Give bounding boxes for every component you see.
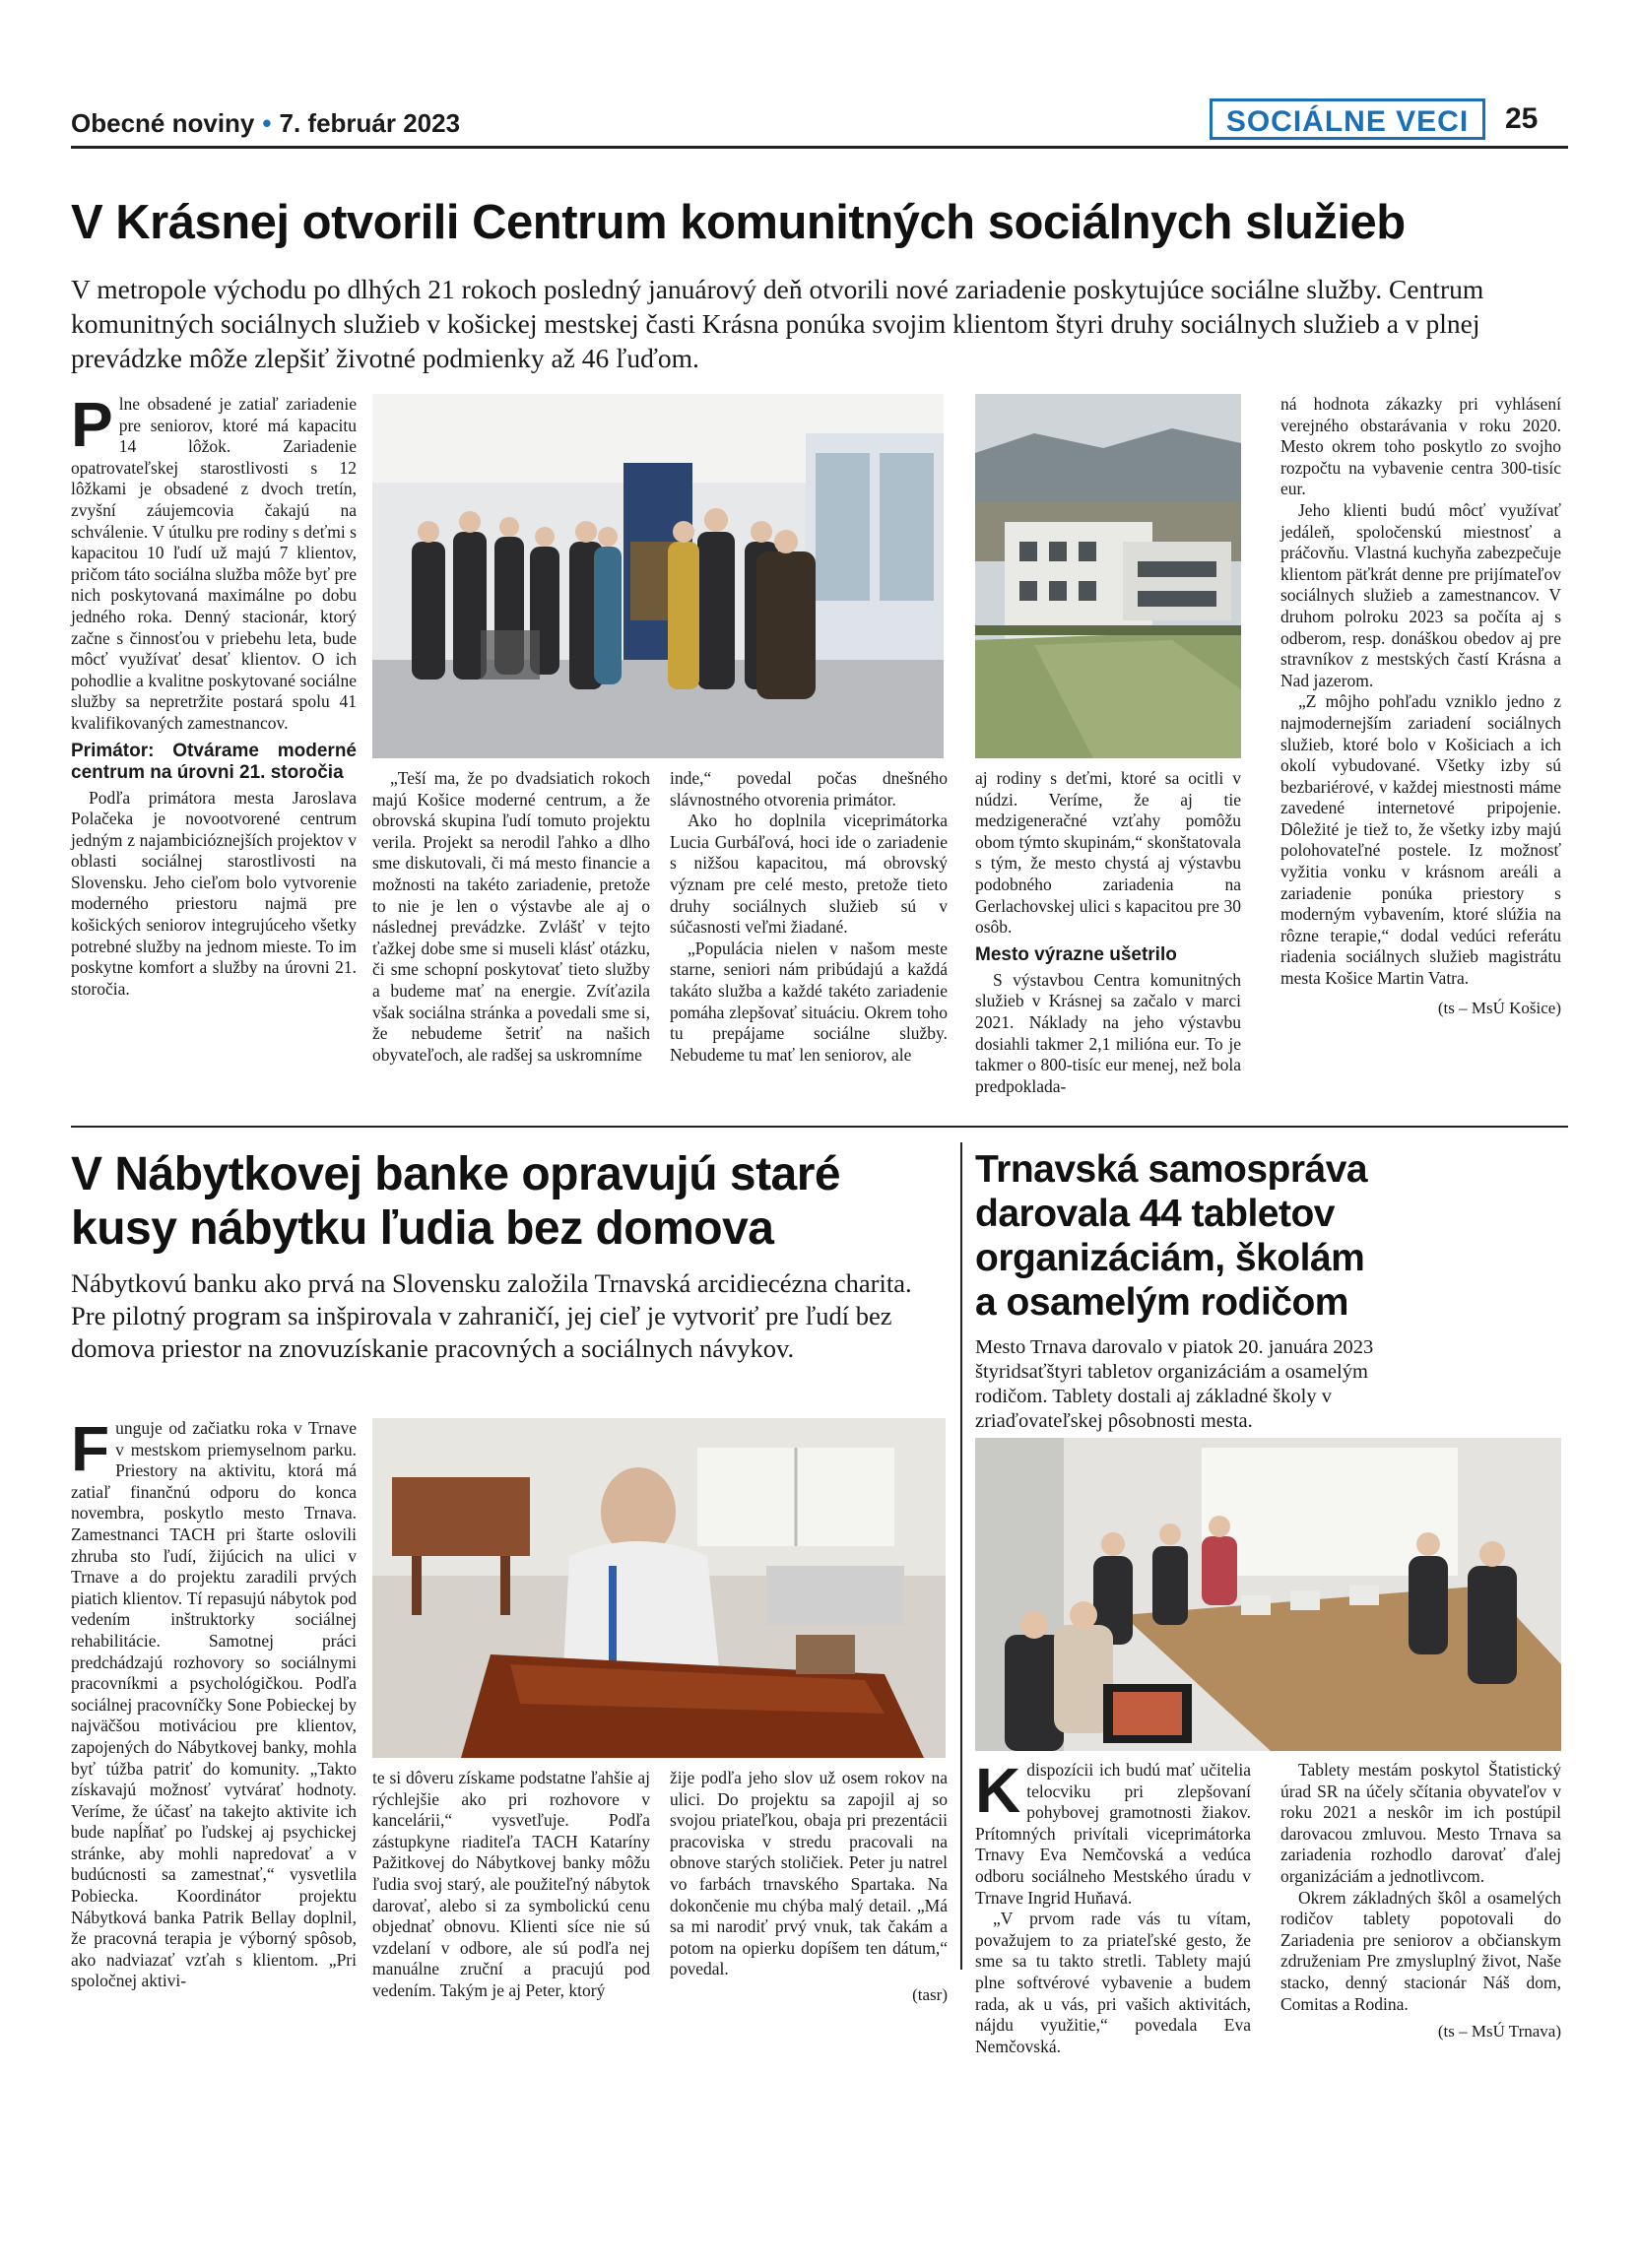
paragraph: dispozícii ich budú mať učitelia telocviku pri zlepšovaní pohybovej gramotnosti žiakov. Prítomných privítali viceprimátorka Trnavy Eva Nemčovská a vedúca odboru sociálneho Mestského úradu v Trnave Ingrid Huňavá. xyxy=(975,1760,1251,1908)
headline-line: kusy nábytku ľudia bez domova xyxy=(71,1202,774,1255)
article1-column-3 xyxy=(670,768,948,1066)
paragraph: Tablety mestám poskytol Štatistický úrad SR na účely sčítania obyvateľov v roku 2021 a neskôr im ich postúpil darovacou zmluvou. Mesto Trnava sa zariadenia rozhodlo darovať ďalej organizáciám a jednotlivcom. xyxy=(1280,1760,1561,1886)
paragraph: inde,“ povedal počas dnešného slávnostného otvorenia primátor. xyxy=(670,768,948,810)
article3-column-1 xyxy=(975,1755,1251,2057)
paper-name: Obecné noviny xyxy=(71,108,255,138)
separator-dot: • xyxy=(262,108,272,138)
article2-column-2 xyxy=(372,1768,650,2002)
headline-line: organizáciám, školám xyxy=(975,1237,1365,1279)
masthead xyxy=(71,108,460,139)
building-photo xyxy=(975,394,1241,758)
article3-column-2 xyxy=(1280,1760,1561,2042)
drop-cap: F xyxy=(71,1413,110,1484)
article3-headline xyxy=(975,1147,1566,1325)
headline-line: darovala 44 tabletov xyxy=(975,1193,1335,1235)
paragraph: „Z môjho pohľadu vzniklo jedno z najmodernejším zariadení sociálnych služieb, ktoré bolo v Košiciach a ich okolí vybudované. Všetky izby sú bezbariérové, v každej miestnosti máme zavedené internetové pripojenie. Dôležité je tiež to, že všetky izby majú polohovateľné postele. Iz možnosť vyžitia vonku v krásnom areáli a zariadenie ponúka priestory s moderným vybavením, ktoré slúžia na rôzne terapie,“ dodal vedúci referátu riadenia sociálnych služieb magistrátu mesta Košice Martin Vatra. xyxy=(1280,691,1561,989)
article1-column-4 xyxy=(975,768,1241,1097)
drop-cap: P xyxy=(71,389,113,460)
paragraph: aj rodiny s deťmi, ktoré sa ocitli v núdzi. Veríme, že aj tie medzigeneračné vzťahy pomôžu obom týmto skupinám,“ skonštatovala s tým, že mesto chystá aj výstavbu podobného zariadenia na Gerlachovskej ulici s kapacitou pre 30 osôb. xyxy=(975,768,1241,938)
article2-lead: Nábytkovú banku ako prvá na Slovensku založila Trnavská arcidiecézna charita. Pre pilotný program sa inšpirovala v zahraničí, jej cieľ je vytvoriť pre ľudí bez domova priestor na znovuzískanie pracovných a sociálnych návykov. xyxy=(71,1268,912,1363)
paragraph: Jeho klienti budú môcť využívať jedáleň, spoločenskú miestnosť a práčovňu. Vlastná kuchyňa zabezpečuje klientom päťkrát denne pre prijímateľov sociálnych služieb a zamestnancov. V druhom polroku 2023 sa počíta aj s odberom, resp. donáškou obedov aj pre stravníkov z mestských častí Krásna a Nad jazerom. xyxy=(1280,499,1561,690)
article3-lead: Mesto Trnava darovalo v piatok 20. januára 2023 štyridsaťštyri tabletov organizáciám a osamelým rodičom. Tablety dostali aj základné školy v zriaďovateľskej pôsobnosti mesta. xyxy=(975,1336,1374,1432)
drop-cap: K xyxy=(975,1755,1021,1826)
article1-column-2 xyxy=(372,768,650,1066)
paragraph: te si dôveru získame podstatne ľahšie aj rýchlejšie ako pri rozhovore v kancelárii,“ vysvetľuje. Podľa zástupkyne riaditeľa TACH Kataríny Pažitkovej do Nábytkovej banky môžu ľudia svoj starý, ale použiteľný nábytok darovať, alebo si za symbolickú cenu objednať obnovu. Klienti síce nie sú vzdelaní v odbore, ale sú podľa nej manuálne zruční a pracujú pod vedením. Takým je aj Peter, ktorý xyxy=(372,1768,650,2000)
section-label: SOCIÁLNE VECI xyxy=(1210,98,1485,140)
meeting-photo xyxy=(975,1438,1561,1751)
section-divider xyxy=(71,1126,1568,1128)
headline-line: V Nábytkovej banke opravujú staré xyxy=(71,1148,841,1200)
article1-lead: V metropole východu po dlhých 21 rokoch posledný januárový deň otvorili nové zariadenie poskytujúce sociálne služby. Centrum komunitných sociálnych služieb v košickej mestskej časti Krásna ponúka svojim klientom štyri druhy sociálnych služieb a v plnej prevádzke môže zlepšiť životné podmienky až 46 ľuďom. xyxy=(71,274,1484,373)
article2-column-3 xyxy=(670,1768,948,2006)
headline-line: a osamelým rodičom xyxy=(975,1281,1348,1324)
paragraph: lne obsadené je zatiaľ zariadenie pre seniorov, ktoré má kapacitu 14 lôžok. Zariadenie opatrovateľskej starostlivosti s 12 lôžkami je obsadené z dvoch tretín, zvyšní záujemcovia čakajú na schválenie. V útulku pre rodiny s deťmi s kapacitou 10 ľudí už majú 7 klientov, pričom táto sociálna služba môže byť pre nich poskytovaná maximálne po dobu jedného roka. Denný stacionár, ktorý začne s činnosťou v priebehu leta, bude môcť využívať desať klientov. O ich pohodlie a kvalitne poskytované sociálne služby sa nepretržite postará spolu 41 kvalifikovaných zamestnancov. xyxy=(71,394,357,733)
paragraph: unguje od začiatku roka v Trnave v mestskom priemyselnom parku. Priestory na aktivitu, ktorá má zatiaľ finančnú odporu do konca novembra, poskytlo mesto Trnava. Zamestnanci TACH pri štarte oslovili zhruba sto ľudí, žijúcich na ulici v Trnave a do projektu zaradili prvých piatich klientov. Tí repasujú nábytok pod vedením inštruktorky sociálnej rehabilitácie. Samotnej práci predchádzajú rozhovory so sociálnymi pracovníkmi a psychológičkou. Podľa sociálnej pracovníčky Sone Pobieckej by najväčšou motiváciou pre klientov, zapojených do Nábytkovej banky, mohla byť túžba patriť do komunity. „Takto získavajú možnosť vytvárať hodnoty. Veríme, že účasť na takejto aktivite ich bude napĺňať po ľudskej aj psychickej stránke, aby mohli napredovať a v budúcnosti sa zamestnať,“ vysvetlila Pobiecka. Koordinátor projektu Nábytková banka Patrik Bellay doplnil, že pracovná terapia je výborný spôsob, ako nadviazať vzťah s klientom. „Pri spoločnej aktivi- xyxy=(71,1418,357,1991)
paragraph: Okrem základných škôl a osamelých rodičov tablety popotovali do Zariadenia pre seniorov a občianskym združeniam Pre zmysluplný život, Naše stacko, denný stacionár Náš dom, Comitas a Rodina. xyxy=(1280,1887,1561,2014)
article1-column-1 xyxy=(71,389,357,1000)
ceremony-photo xyxy=(372,394,944,758)
headline-line: Trnavská samospráva xyxy=(975,1148,1368,1191)
byline: (tasr) xyxy=(912,1984,948,2004)
paragraph: ná hodnota zákazky pri vyhlásení verejného obstarávania v roku 2020. Mesto okrem toho poskytlo zo svojho rozpočtu na vybavenie centra 300-tisíc eur. xyxy=(1280,394,1561,499)
paragraph: žije podľa jeho slov už osem rokov na ulici. Do projektu sa zapojil aj so svojou priateľkou, obaja pri prezentácii pracoviska v stredu pracovali na obnove starých stoličiek. Peter ju natrel vo farbách trnavského Spartaka. Na dokončenie mu chýba malý detail. „Má sa mi narodiť prvý vnuk, tak čakám a potom na opierku dopíšem ten dátum,“ povedal. xyxy=(670,1768,948,1979)
column-divider xyxy=(960,1142,962,1970)
furniture-photo xyxy=(372,1418,946,1758)
article1-headline: V Krásnej otvorili Centrum komunitných sociálnych služieb xyxy=(71,196,1406,249)
article2-column-1 xyxy=(71,1413,357,1992)
issue-date: 7. február 2023 xyxy=(279,108,461,138)
paragraph: „Populácia nielen v našom meste starne, seniori nám pribúdajú a každá takáto služba a každé takéto zariadenie pomáha zlepšovať situáciu. Okrem toho tu prepájame sociálne služby. Nebudeme tu mať len seniorov, ale xyxy=(670,938,948,1065)
paragraph: „Teší ma, že po dvadsiatich rokoch majú Košice moderné centrum, a že obrovská skupina ľudí tomuto projektu verila. Projekt sa nerodil ľahko a dlho sme diskutovali, či má mesto financie a možnosti na takéto zariadenie, pretože to nie je len o výstavbe ale aj o následnej prevádzke. Zvlášť v tejto ťažkej dobe sme si museli klásť otázku, či sme schopní poskytovať tieto služby a budeme mať na energie. Zvíťazila však sociálna stránka a povedali sme si, že nebudeme šetriť na našich obyvateľoch, ale radšej sa uskromníme xyxy=(372,768,650,1065)
article2-headline xyxy=(71,1147,957,1256)
paragraph: „V prvom rade vás tu vítam, považujem to za priateľské gesto, že sme sa tu takto stretli. Tablety majú plne softvérové vybavenie a budem rada, ak u vás, pri vašich aktivitách, nájdu využitie,“ povedala Eva Nemčovská. xyxy=(975,1909,1251,2056)
article1-column-5 xyxy=(1280,394,1561,1018)
paragraph: S výstavbou Centra komunitných služieb v Krásnej sa začalo v marci 2021. Náklady na jeho výstavbu dosiahli takmer 2,1 milióna eur. To je takmer o 800-tisíc eur menej, než bola predpoklada- xyxy=(975,969,1241,1096)
subheading: Primátor: Otvárame moderné centrum na úrovni 21. storočia xyxy=(71,740,357,783)
paragraph: Podľa primátora mesta Jaroslava Polačeka je novootvorené centrum jedným z najambicióznejších projektov v oblasti sociálnej starostlivosti na Slovensku. Jeho cieľom bolo vytvorenie moderného priestoru najmä pre košických seniorov integrujúceho všetky potrebné služby na jednom mieste. To im poskytne komfort a služby na úrovni 21. storočia. xyxy=(71,787,357,999)
byline: (ts – MsÚ Košice) xyxy=(1437,998,1561,1017)
subheading: Mesto výrazne ušetrilo xyxy=(975,943,1177,965)
paragraph: Ako ho doplnila viceprimátorka Lucia Gurbáľová, hoci ide o zariadenie s nižšou kapacitou, má obrovský význam pre celé mesto, pretože tieto druhy sociálnych služieb sú v súčasnosti veľmi žiadané. xyxy=(670,810,948,938)
byline: (ts – MsÚ Trnava) xyxy=(1437,2022,1561,2041)
page-number: 25 xyxy=(1505,102,1539,135)
header-rule xyxy=(71,146,1568,149)
